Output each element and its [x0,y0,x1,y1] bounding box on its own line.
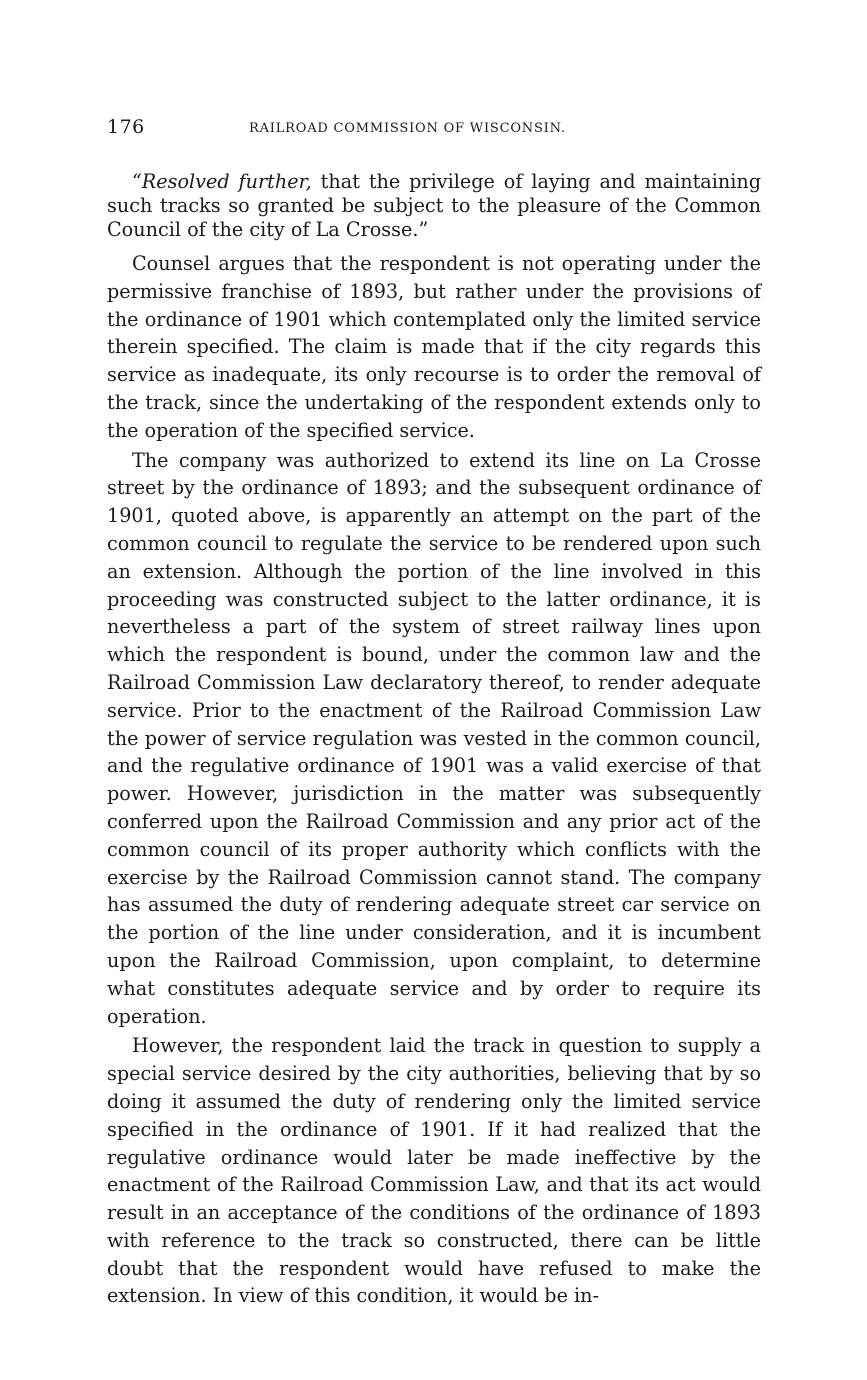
quote-text: that the privilege of laying and maintaining such tracks so granted be subject to the pleasure of the Common Council of the city of La Crosse.” [107,170,761,241]
paragraph-counsel-argues: Counsel argues that the respondent is not operating under the permissive franchise of 1893, but rather under the provisions of the ordinance of 1901 which contemplated only the limited service therein specified. The claim is made that if the city regards this service as inadequate, its only recourse is to order the removal of the track, since the undertaking of the respondent extends only to the operation of the specified service. [107,252,761,442]
page-number: 176 [107,116,145,138]
paragraph-however-respondent: However, the respondent laid the track in question to supply a special service desired by the city authorities, believing that by so doing it assumed the duty of rendering only the limited service specified in the ordinance of 1901. If it had realized that the regulative ordinance would later be made ineffective by the enactment of the Railroad Commission Law, and that its act would result in an acceptance of the conditions of the ordinance of 1893 with reference to the track so constructed, there can be little doubt that the respondent would have refused to make the extension. In view of this condition, it would be in- [107,1034,761,1308]
quote-lead-italic: “Resolved further, [132,170,312,193]
paragraph-company-authorized: The company was authorized to extend its line on La Crosse street by the ordinance of 1893; and the subsequent ordinance of 1901, quoted above, is apparently an attempt on the part of the common council to regulate the service to be rendered upon such an extension. Although the portion of the line involved in this proceeding was constructed subject to the latter ordinance, it is nevertheless a part of the system of street railway lines upon which the respondent is bound, under the common law and the Railroad Commission Law declaratory thereof, to render adequate service. Prior to the enactment of the Railroad Commission Law the power of service regulation was vested in the common council, and the regulative ordinance of 1901 was a valid exercise of that power. However, jurisdiction in the matter was subsequently conferred upon the Railroad Commission and any prior act of the common council of its proper authority which conflicts with the exercise by the Railroad Commission cannot stand. The company has assumed the duty of rendering adequate street car service on the portion of the line under consideration, and it is incumbent upon the Railroad Commission, upon complaint, to determine what constitutes adequate service and by order to require its operation. [107,448,761,1028]
page-body [107,170,761,1310]
running-head: RAILROAD COMMISSION OF WISCONSIN. [249,121,566,136]
page-header [107,116,762,144]
resolution-quote [107,170,761,242]
